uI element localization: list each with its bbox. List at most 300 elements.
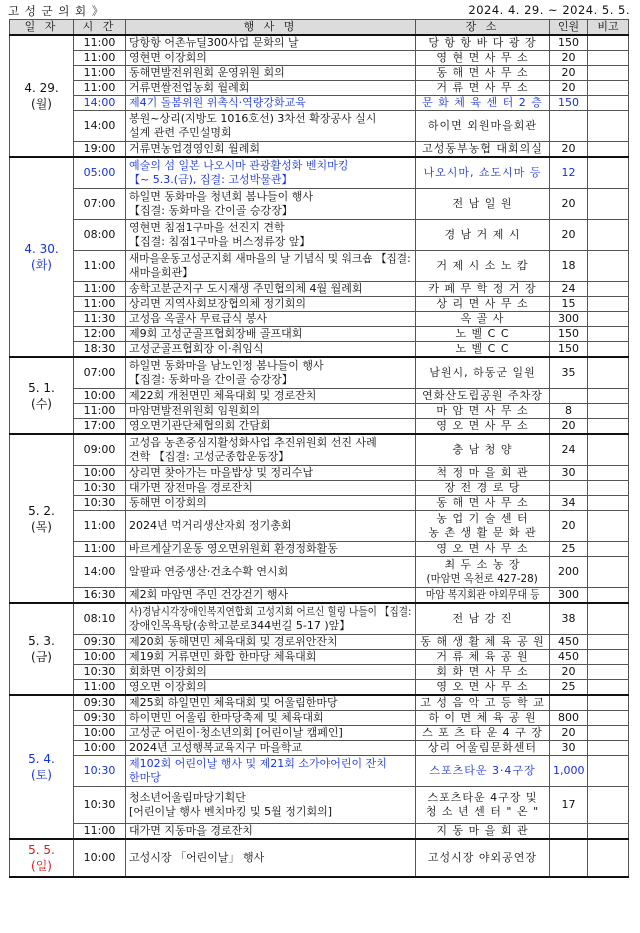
note-cell <box>588 511 629 542</box>
weekday-label: (목) <box>31 519 52 534</box>
event-cell <box>126 603 416 635</box>
place-cell <box>416 756 550 787</box>
attendance-cell <box>550 481 588 496</box>
attendance-cell <box>550 824 588 840</box>
event-label: 동해면 이장회의 <box>129 496 207 509</box>
event-label-line2: [어린이날 행사 벤치마킹 및 5월 정기회의] <box>129 805 333 818</box>
event-label: 제22회 개천면민 체육대회 및 경로잔치 <box>129 389 317 402</box>
event-label: 제4기 돌봄위원 위촉식·역량강화교육 <box>129 96 306 109</box>
table-row <box>10 741 629 756</box>
attendance-label: 20 <box>561 197 576 210</box>
time-label: 11:00 <box>83 404 116 417</box>
place-label: 거 류 면 사 무 소 <box>436 81 529 94</box>
place-cell <box>416 511 550 542</box>
note-cell <box>588 342 629 358</box>
note-cell <box>588 588 629 604</box>
note-cell <box>588 542 629 557</box>
place-cell <box>416 542 550 557</box>
time-label: 10:30 <box>83 665 116 678</box>
table-row <box>10 824 629 840</box>
weekday-label: (일) <box>31 859 52 873</box>
time-label: 11:00 <box>83 542 116 555</box>
event-label: 제25회 하일면민 체육대회 및 어울림한마당 <box>129 696 338 709</box>
event-label-line2: 【집결: 동화마을 간이골 승강장】 <box>129 204 293 217</box>
time-cell <box>74 839 126 877</box>
col-time-header: 시 간 <box>74 20 126 36</box>
place-label: 장 전 경 로 당 <box>444 481 521 494</box>
event-cell <box>126 157 416 189</box>
event-label: 송학고분군지구 도시재생 주민협의체 4월 월례회 <box>129 282 363 295</box>
attendance-cell <box>550 327 588 342</box>
time-label: 09:30 <box>83 635 116 648</box>
event-cell <box>126 588 416 604</box>
table-row <box>10 481 629 496</box>
attendance-label: 20 <box>561 66 576 79</box>
event-label: 제9회 고성군골프협회장배 골프대회 <box>129 327 303 340</box>
event-label: 제2회 마암면 주민 건강걷기 행사 <box>129 588 289 601</box>
note-cell <box>588 603 629 635</box>
schedule-table <box>9 19 629 878</box>
note-cell <box>588 481 629 496</box>
time-cell <box>74 542 126 557</box>
table-row <box>10 434 629 466</box>
place-label: 지 동 마 을 회 관 <box>436 824 529 837</box>
attendance-label: 35 <box>561 366 576 379</box>
note-cell <box>588 157 629 189</box>
event-cell <box>126 511 416 542</box>
attendance-cell <box>550 588 588 604</box>
note-cell <box>588 665 629 680</box>
event-cell <box>126 419 416 435</box>
event-cell <box>126 297 416 312</box>
attendance-cell <box>550 711 588 726</box>
time-label: 11:00 <box>83 282 116 295</box>
date-label: 5. 1. <box>28 380 55 395</box>
table-row <box>10 96 629 111</box>
attendance-cell <box>550 357 588 389</box>
time-cell <box>74 96 126 111</box>
date-label: 5. 4. <box>28 752 55 766</box>
note-cell <box>588 297 629 312</box>
place-label: 영 오 면 사 무 소 <box>436 680 529 693</box>
note-cell <box>588 142 629 158</box>
time-label: 14:00 <box>83 119 116 132</box>
time-cell <box>74 695 126 711</box>
note-cell <box>588 96 629 111</box>
place-cell <box>416 557 550 588</box>
place-label: 옥 골 사 <box>460 312 505 325</box>
event-label: 2024년 고성행복교육지구 마을학교 <box>129 741 303 754</box>
event-label-line2: 견학 【집결: 고성군종합운동장】 <box>129 450 290 463</box>
table-row <box>10 603 629 635</box>
event-label: 하일면 동화마을 청년회 봄나들이 행사 <box>129 190 314 203</box>
date-cell <box>10 157 74 357</box>
attendance-cell <box>550 404 588 419</box>
schedule-period: 2024. 4. 29. ~ 2024. 5. 5. <box>468 3 630 17</box>
table-row <box>10 404 629 419</box>
attendance-cell <box>550 650 588 665</box>
attendance-cell <box>550 839 588 877</box>
event-cell <box>126 35 416 51</box>
weekday-label: (월) <box>31 97 52 111</box>
time-cell <box>74 189 126 220</box>
place-cell <box>416 342 550 358</box>
attendance-label: 25 <box>561 680 576 693</box>
place-cell <box>416 787 550 824</box>
place-cell <box>416 466 550 481</box>
table-row <box>10 312 629 327</box>
place-label: 거 제 시 소 노 캄 <box>436 259 529 272</box>
event-label-line2: 새마을회관】 <box>129 266 194 279</box>
event-cell <box>126 665 416 680</box>
attendance-label: 30 <box>561 466 576 479</box>
event-cell <box>126 650 416 665</box>
event-cell <box>126 542 416 557</box>
time-cell <box>74 404 126 419</box>
event-label-line2: 【~ 5.3.(금), 집결: 고성박물관】 <box>129 173 293 186</box>
table-row <box>10 327 629 342</box>
date-cell <box>10 35 74 157</box>
time-cell <box>74 157 126 189</box>
date-cell <box>10 603 74 695</box>
time-label: 12:00 <box>83 327 116 340</box>
attendance-cell <box>550 251 588 282</box>
table-row <box>10 81 629 96</box>
attendance-cell <box>550 419 588 435</box>
time-label: 14:00 <box>83 565 116 578</box>
event-label-line2: 【집결: 침점1구마을 버스정류장 앞】 <box>129 235 311 248</box>
event-cell <box>126 824 416 840</box>
time-cell <box>74 726 126 741</box>
place-cell <box>416 297 550 312</box>
weekday-label: (화) <box>31 258 52 272</box>
event-label: 알팔파 연중생산·건초수확 연시회 <box>129 565 289 578</box>
event-label: 제102회 어린이날 행사 및 제21회 소가야어린이 잔치 <box>129 757 387 770</box>
time-cell <box>74 389 126 404</box>
time-cell <box>74 111 126 142</box>
time-cell <box>74 51 126 66</box>
time-cell <box>74 466 126 481</box>
time-label: 11:00 <box>83 81 116 94</box>
note-cell <box>588 81 629 96</box>
attendance-label: 15 <box>561 297 576 310</box>
note-cell <box>588 466 629 481</box>
event-label-line2: 【집결: 동화마을 간이골 승강장】 <box>129 373 293 386</box>
event-label: 영현면 이장회의 <box>129 51 207 64</box>
time-label: 11:00 <box>83 259 116 272</box>
attendance-label: 800 <box>558 711 579 724</box>
place-cell <box>416 650 550 665</box>
attendance-cell <box>550 111 588 142</box>
place-cell <box>416 66 550 81</box>
table-row <box>10 496 629 511</box>
event-cell <box>126 51 416 66</box>
event-cell <box>126 142 416 158</box>
event-label: 고성군골프협회장 이·취임식 <box>129 342 264 355</box>
attendance-cell <box>550 189 588 220</box>
place-label: 남원시, 하동군 일원 <box>429 366 536 379</box>
event-cell <box>126 389 416 404</box>
organization-name: 고 성 군 의 회 》 <box>8 4 105 18</box>
col-place-header: 장 소 <box>416 20 550 36</box>
date-cell <box>10 839 74 877</box>
attendance-cell <box>550 741 588 756</box>
place-label: 연화산도립공원 주차장 <box>422 389 543 402</box>
time-cell <box>74 357 126 389</box>
place-cell <box>416 51 550 66</box>
place-cell <box>416 389 550 404</box>
time-label: 10:00 <box>83 389 116 402</box>
time-label: 10:30 <box>83 496 116 509</box>
table-row <box>10 466 629 481</box>
time-label: 11:00 <box>83 824 116 837</box>
time-label: 09:00 <box>83 443 116 456</box>
attendance-cell <box>550 726 588 741</box>
attendance-cell <box>550 342 588 358</box>
attendance-label: 200 <box>558 565 579 578</box>
attendance-cell <box>550 220 588 251</box>
attendance-cell <box>550 466 588 481</box>
attendance-label: 25 <box>561 542 576 555</box>
event-cell <box>126 496 416 511</box>
time-label: 11:00 <box>83 680 116 693</box>
note-cell <box>588 557 629 588</box>
time-cell <box>74 711 126 726</box>
time-cell <box>74 680 126 696</box>
attendance-cell <box>550 35 588 51</box>
attendance-cell <box>550 389 588 404</box>
place-label: 회 화 면 사 무 소 <box>436 665 529 678</box>
place-cell <box>416 312 550 327</box>
time-cell <box>74 481 126 496</box>
attendance-cell <box>550 557 588 588</box>
place-label: 상 리 면 사 무 소 <box>436 297 529 310</box>
col-note-header: 비고 <box>588 20 629 36</box>
event-label: 사)경남시각장애인복지연합회 고성지회 어르신 힐링 나들이 【집결: <box>129 605 412 618</box>
place-cell <box>416 711 550 726</box>
table-row <box>10 282 629 297</box>
table-row <box>10 189 629 220</box>
event-cell <box>126 282 416 297</box>
attendance-cell <box>550 66 588 81</box>
weekday-label: (토) <box>31 768 52 782</box>
time-label: 10:00 <box>83 741 116 754</box>
weekday-label: (수) <box>31 396 52 411</box>
place-label: 거 류 체 육 공 원 <box>436 650 529 663</box>
time-cell <box>74 342 126 358</box>
attendance-label: 450 <box>558 635 579 648</box>
place-cell <box>416 327 550 342</box>
place-label: 영 오 면 사 무 소 <box>436 542 529 555</box>
attendance-label: 30 <box>561 741 576 754</box>
place-label: 동 해 면 사 무 소 <box>436 496 529 509</box>
attendance-label: 450 <box>558 650 579 663</box>
note-cell <box>588 327 629 342</box>
place-label: 스포츠타운 4구장 및 <box>427 791 538 804</box>
place-label: 하이면 외원마을회관 <box>427 119 538 132</box>
time-cell <box>74 635 126 650</box>
table-row <box>10 557 629 588</box>
place-label: 마암 복지회관 야외무대 등 <box>425 588 540 601</box>
place-cell <box>416 635 550 650</box>
place-cell <box>416 665 550 680</box>
note-cell <box>588 220 629 251</box>
time-label: 14:00 <box>83 96 116 109</box>
table-row <box>10 142 629 158</box>
attendance-label: 150 <box>558 342 579 355</box>
place-label: 최 두 소 농 장 <box>444 558 521 571</box>
time-label: 17:00 <box>83 419 116 432</box>
note-cell <box>588 496 629 511</box>
event-label: 봉원~상리(지방도 1016호선) 3차선 확장공사 실시 <box>129 112 377 125</box>
table-row <box>10 51 629 66</box>
note-cell <box>588 650 629 665</box>
time-cell <box>74 312 126 327</box>
event-cell <box>126 404 416 419</box>
note-cell <box>588 66 629 81</box>
note-cell <box>588 726 629 741</box>
attendance-cell <box>550 756 588 787</box>
attendance-label: 20 <box>561 519 576 532</box>
event-cell <box>126 481 416 496</box>
time-label: 11:30 <box>83 312 116 325</box>
note-cell <box>588 404 629 419</box>
time-cell <box>74 496 126 511</box>
note-cell <box>588 111 629 142</box>
table-row <box>10 680 629 696</box>
event-cell <box>126 434 416 466</box>
time-cell <box>74 434 126 466</box>
event-cell <box>126 787 416 824</box>
attendance-cell <box>550 142 588 158</box>
table-row <box>10 787 629 824</box>
place-cell <box>416 603 550 635</box>
event-label: 영현면 침점1구마을 선진지 견학 <box>129 221 285 234</box>
place-label: 하 이 면 체 육 공 원 <box>428 711 537 724</box>
col-date-header: 일 자 <box>10 20 74 36</box>
event-cell <box>126 81 416 96</box>
place-label: 전 남 일 원 <box>452 197 513 210</box>
time-cell <box>74 142 126 158</box>
note-cell <box>588 695 629 711</box>
time-cell <box>74 756 126 787</box>
time-label: 07:00 <box>83 366 116 379</box>
event-label: 하이면민 어울림 한마당축제 및 체육대회 <box>129 711 324 724</box>
time-label: 18:30 <box>83 342 116 355</box>
attendance-cell <box>550 695 588 711</box>
table-row <box>10 35 629 51</box>
place-cell <box>416 157 550 189</box>
event-cell <box>126 466 416 481</box>
attendance-cell <box>550 81 588 96</box>
time-label: 07:00 <box>83 197 116 210</box>
place-label: 스 포 츠 타 운 4 구 장 <box>422 726 543 739</box>
place-cell <box>416 404 550 419</box>
time-cell <box>74 665 126 680</box>
event-label: 대가면 지동마을 경로잔치 <box>129 824 253 837</box>
note-cell <box>588 251 629 282</box>
attendance-label: 150 <box>558 36 579 49</box>
table-row <box>10 511 629 542</box>
table-row <box>10 220 629 251</box>
table-row <box>10 389 629 404</box>
place-cell <box>416 824 550 840</box>
note-cell <box>588 680 629 696</box>
place-cell <box>416 189 550 220</box>
attendance-cell <box>550 496 588 511</box>
table-row <box>10 635 629 650</box>
place-label: 전 남 강 진 <box>452 612 513 625</box>
attendance-cell <box>550 635 588 650</box>
attendance-label: 20 <box>561 419 576 432</box>
place-cell <box>416 741 550 756</box>
time-label: 09:30 <box>83 696 116 709</box>
attendance-label: 17 <box>561 798 576 811</box>
place-label: 상리 어울림문화센터 <box>427 741 538 754</box>
time-cell <box>74 603 126 635</box>
place-label: 당 항 항 바 다 광 장 <box>428 36 537 49</box>
table-row <box>10 711 629 726</box>
time-cell <box>74 251 126 282</box>
place-cell <box>416 588 550 604</box>
attendance-cell <box>550 603 588 635</box>
event-label: 영오면 이장회의 <box>129 680 207 693</box>
event-label: 예술의 섬 일본 나오시마 관광활성화 벤치마킹 <box>129 159 349 172</box>
place-cell <box>416 96 550 111</box>
event-label: 거류면농업경영인회 월례회 <box>129 142 261 155</box>
note-cell <box>588 741 629 756</box>
place-label: 고 성 음 악 고 등 학 교 <box>420 696 545 709</box>
attendance-label: 300 <box>558 588 579 601</box>
note-cell <box>588 711 629 726</box>
document-header <box>0 0 640 18</box>
time-label: 08:10 <box>83 612 116 625</box>
note-cell <box>588 787 629 824</box>
time-cell <box>74 588 126 604</box>
event-cell <box>126 635 416 650</box>
table-row <box>10 357 629 389</box>
attendance-label: 18 <box>561 259 576 272</box>
place-cell <box>416 434 550 466</box>
attendance-label: 20 <box>561 665 576 678</box>
table-row <box>10 111 629 142</box>
date-cell <box>10 695 74 839</box>
attendance-cell <box>550 434 588 466</box>
place-label-line2: 청 소 년 센 터 " 온 " <box>425 805 540 818</box>
attendance-label: 1,000 <box>553 764 585 777</box>
time-label: 19:00 <box>83 142 116 155</box>
place-label: 충 남 청 양 <box>452 443 513 456</box>
table-header-row <box>10 20 629 36</box>
place-cell <box>416 695 550 711</box>
col-people-header: 인원 <box>550 20 588 36</box>
table-row <box>10 695 629 711</box>
place-label: 동 해 면 사 무 소 <box>436 66 529 79</box>
place-cell <box>416 220 550 251</box>
table-row <box>10 588 629 604</box>
place-label: 스포츠타운 3·4구장 <box>429 764 536 777</box>
table-row <box>10 157 629 189</box>
time-cell <box>74 282 126 297</box>
event-label: 제20회 동해면민 체육대회 및 경로위안잔치 <box>129 635 338 648</box>
time-cell <box>74 327 126 342</box>
time-label: 10:00 <box>83 851 116 864</box>
event-cell <box>126 680 416 696</box>
time-label: 10:00 <box>83 650 116 663</box>
attendance-label: 300 <box>558 312 579 325</box>
event-label: 영오면기관단체협의회 간담회 <box>129 419 271 432</box>
note-cell <box>588 434 629 466</box>
